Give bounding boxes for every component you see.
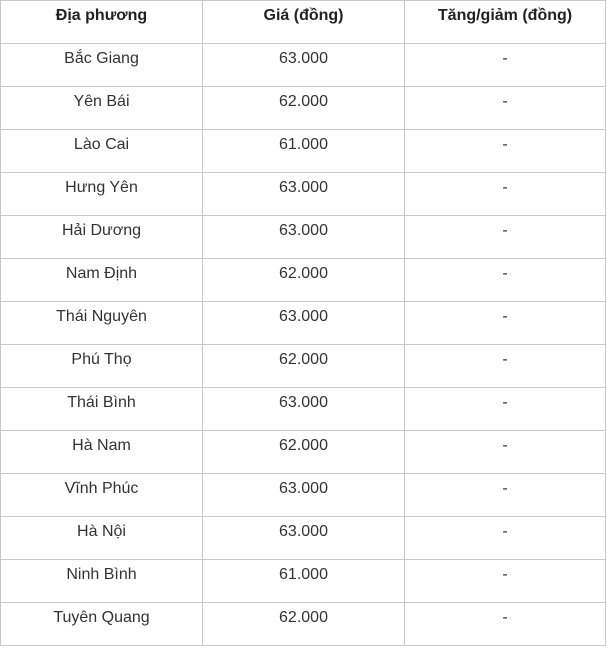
locality-cell: Bắc Giang <box>1 44 203 87</box>
header-label: Giá (đồng) <box>263 7 344 24</box>
change-cell: - <box>405 87 606 130</box>
change-cell: - <box>405 560 606 603</box>
price-cell: 62.000 <box>203 259 405 302</box>
price-cell: 63.000 <box>203 474 405 517</box>
price-cell: 63.000 <box>203 302 405 345</box>
price-cell: 63.000 <box>203 44 405 87</box>
price-cell: 63.000 <box>203 517 405 560</box>
table-header-row <box>1 1 606 44</box>
change-cell: - <box>405 517 606 560</box>
change-cell: - <box>405 130 606 173</box>
locality-cell: Ninh Bình <box>1 560 203 603</box>
table-row <box>1 44 606 87</box>
column-header-change <box>405 1 606 44</box>
locality-cell: Hưng Yên <box>1 173 203 216</box>
table-row <box>1 173 606 216</box>
change-cell: - <box>405 431 606 474</box>
change-cell: - <box>405 216 606 259</box>
table-row <box>1 517 606 560</box>
table-row <box>1 302 606 345</box>
locality-cell: Yên Bái <box>1 87 203 130</box>
locality-cell: Hà Nam <box>1 431 203 474</box>
table-row <box>1 87 606 130</box>
table-row <box>1 474 606 517</box>
change-cell: - <box>405 388 606 431</box>
price-cell: 61.000 <box>203 560 405 603</box>
table-row <box>1 130 606 173</box>
header-label: Địa phương <box>55 7 148 24</box>
locality-cell: Thái Bình <box>1 388 203 431</box>
price-cell: 62.000 <box>203 345 405 388</box>
change-cell: - <box>405 474 606 517</box>
locality-cell: Phú Thọ <box>1 345 203 388</box>
table-row <box>1 603 606 646</box>
header-label: Tăng/giảm (đồng) <box>437 7 573 24</box>
price-cell: 63.000 <box>203 173 405 216</box>
locality-cell: Tuyên Quang <box>1 603 203 646</box>
column-header-price <box>203 1 405 44</box>
table-row <box>1 560 606 603</box>
locality-cell: Vĩnh Phúc <box>1 474 203 517</box>
table-row <box>1 388 606 431</box>
locality-cell: Hải Dương <box>1 216 203 259</box>
change-cell: - <box>405 259 606 302</box>
locality-cell: Hà Nội <box>1 517 203 560</box>
locality-cell: Thái Nguyên <box>1 302 203 345</box>
price-cell: 62.000 <box>203 431 405 474</box>
locality-cell: Nam Định <box>1 259 203 302</box>
table-row <box>1 431 606 474</box>
change-cell: - <box>405 345 606 388</box>
table-row <box>1 216 606 259</box>
price-cell: 63.000 <box>203 388 405 431</box>
change-cell: - <box>405 603 606 646</box>
column-header-locality <box>1 1 203 44</box>
change-cell: - <box>405 44 606 87</box>
locality-cell: Lào Cai <box>1 130 203 173</box>
table-row <box>1 345 606 388</box>
price-cell: 62.000 <box>203 87 405 130</box>
change-cell: - <box>405 173 606 216</box>
change-cell: - <box>405 302 606 345</box>
table-row <box>1 259 606 302</box>
price-cell: 62.000 <box>203 603 405 646</box>
price-cell: 61.000 <box>203 130 405 173</box>
price-cell: 63.000 <box>203 216 405 259</box>
